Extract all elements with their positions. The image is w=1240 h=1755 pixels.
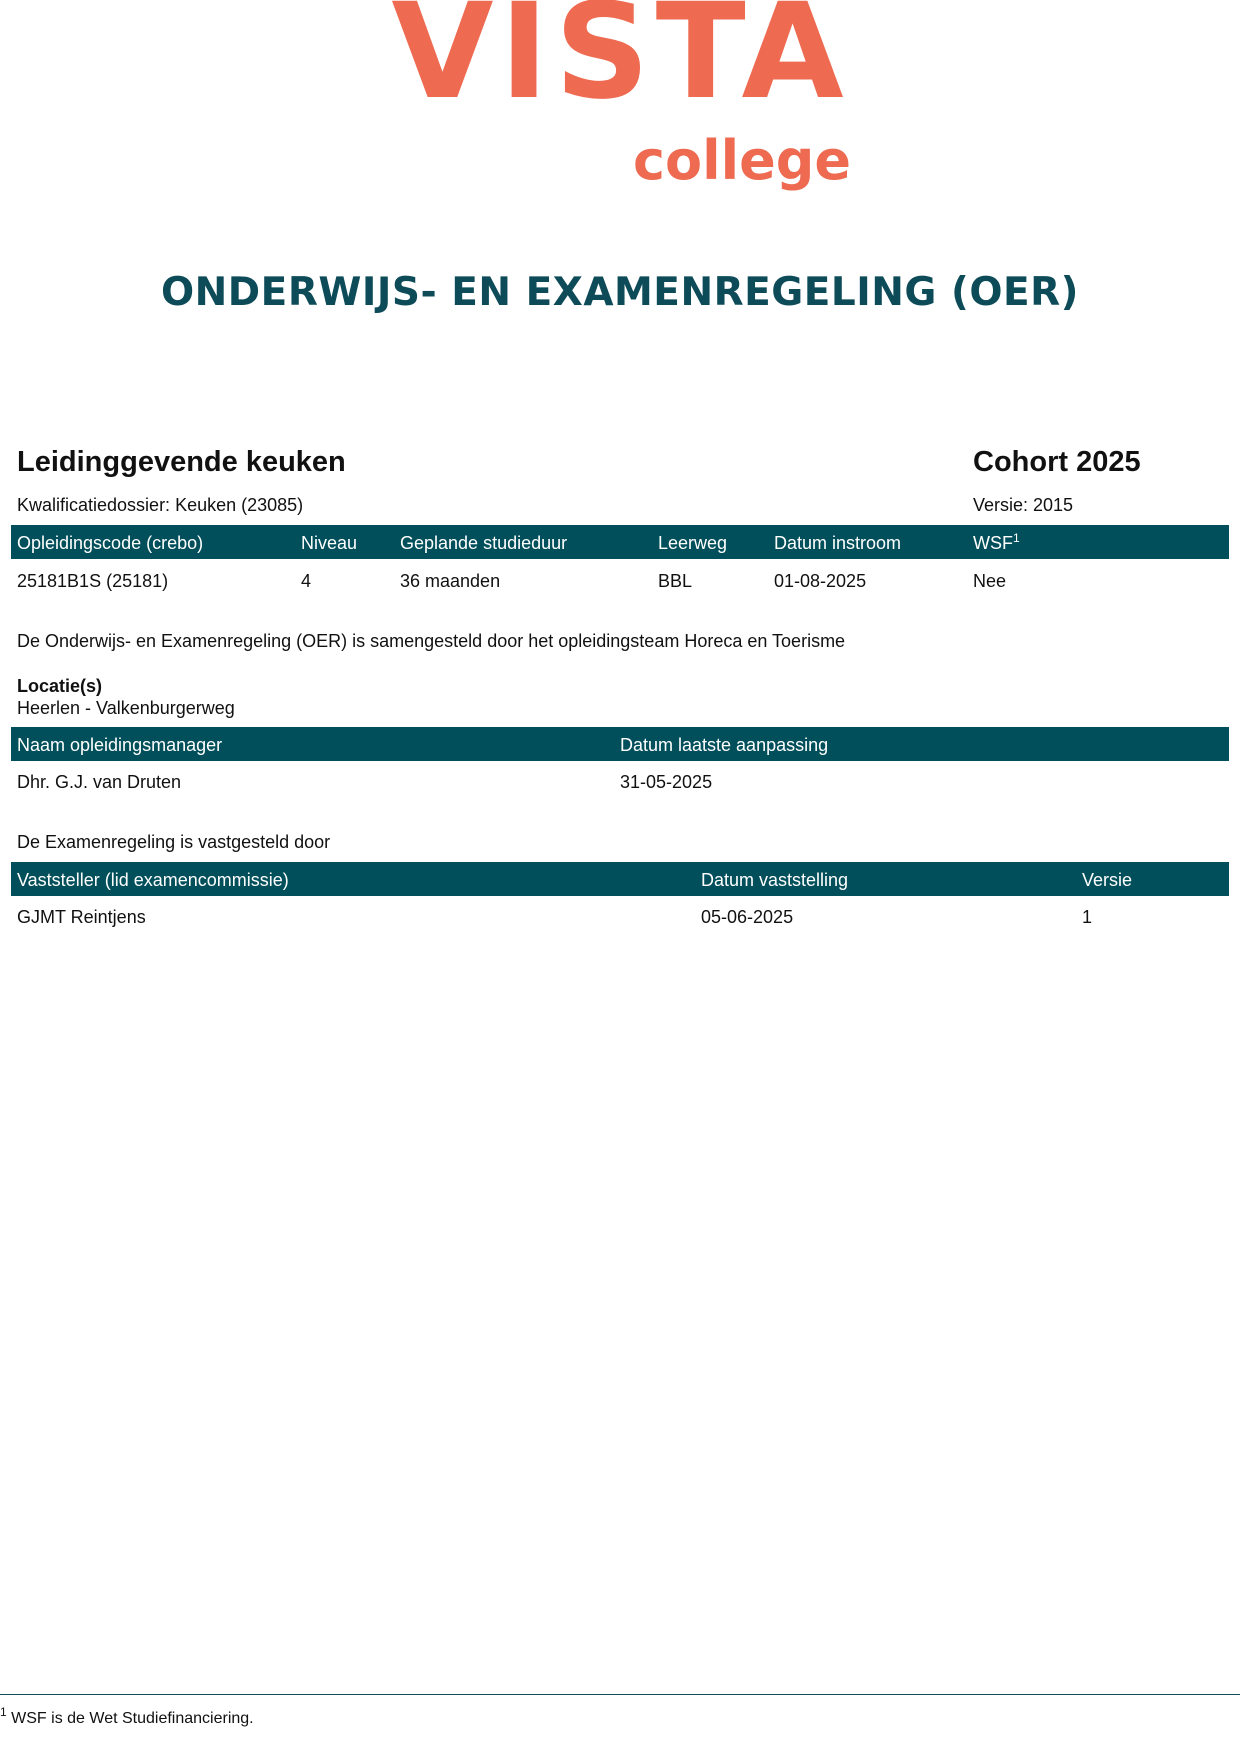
composed-by-text: De Onderwijs- en Examenregeling (OER) is samengesteld door het opleidingsteam Horeca en Toerisme (17, 631, 846, 651)
footnote-ref: 1 (1013, 531, 1020, 545)
header-datum-instroom: Datum instroom (774, 533, 902, 553)
cell-studieduur: 36 maanden (400, 571, 501, 591)
cell-opleidingsmanager: Dhr. G.J. van Druten (17, 772, 182, 792)
header-niveau: Niveau (301, 533, 358, 553)
logo-word: VISTA (391, 0, 850, 129)
version-label: Versie: 2015 (973, 495, 1074, 515)
locations-label: Locatie(s) (17, 676, 103, 696)
cell-vaststeller: GJMT Reintjens (17, 907, 146, 927)
header-vaststeller: Vaststeller (lid examencommissie) (17, 870, 289, 890)
header-wsf-label: WSF (973, 533, 1013, 553)
footnote (0, 1705, 254, 1728)
cell-opleidingscode: 25181B1S (25181) (17, 571, 169, 591)
cell-leerweg: BBL (658, 571, 693, 591)
header-wsf (973, 533, 1020, 554)
vista-college-logo (368, 0, 873, 205)
logo-sub: college (633, 129, 852, 192)
cell-datum-vaststelling: 05-06-2025 (701, 907, 794, 927)
cell-niveau: 4 (301, 571, 312, 591)
cohort-label: Cohort 2025 (973, 446, 1141, 478)
cell-versie: 1 (1082, 907, 1093, 927)
header-studieduur: Geplande studieduur (400, 533, 568, 553)
footnote-text: WSF is de Wet Studiefinanciering. (11, 1710, 254, 1727)
header-laatste-aanpassing: Datum laatste aanpassing (620, 735, 829, 755)
header-opleidingscode: Opleidingscode (crebo) (17, 533, 204, 553)
header-versie: Versie (1082, 870, 1133, 890)
cell-laatste-aanpassing: 31-05-2025 (620, 772, 713, 792)
header-opleidingsmanager: Naam opleidingsmanager (17, 735, 223, 755)
program-title: Leidinggevende keuken (17, 446, 346, 478)
table3-header (11, 862, 1229, 896)
qualification-dossier: Kwalificatiedossier: Keuken (23085) (17, 495, 304, 515)
table2-header (11, 727, 1229, 761)
footer-divider (0, 1694, 1240, 1695)
header-datum-vaststelling: Datum vaststelling (701, 870, 849, 890)
established-by-text: De Examenregeling is vastgesteld door (17, 832, 331, 852)
table1-header (11, 525, 1229, 559)
cell-datum-instroom: 01-08-2025 (774, 571, 867, 591)
locations-value: Heerlen - Valkenburgerweg (17, 698, 235, 718)
header-leerweg: Leerweg (658, 533, 728, 553)
cell-wsf: Nee (973, 571, 1007, 591)
document-title: ONDERWIJS- EN EXAMENREGELING (OER) (161, 270, 1079, 315)
footnote-mark: 1 (0, 1705, 7, 1719)
